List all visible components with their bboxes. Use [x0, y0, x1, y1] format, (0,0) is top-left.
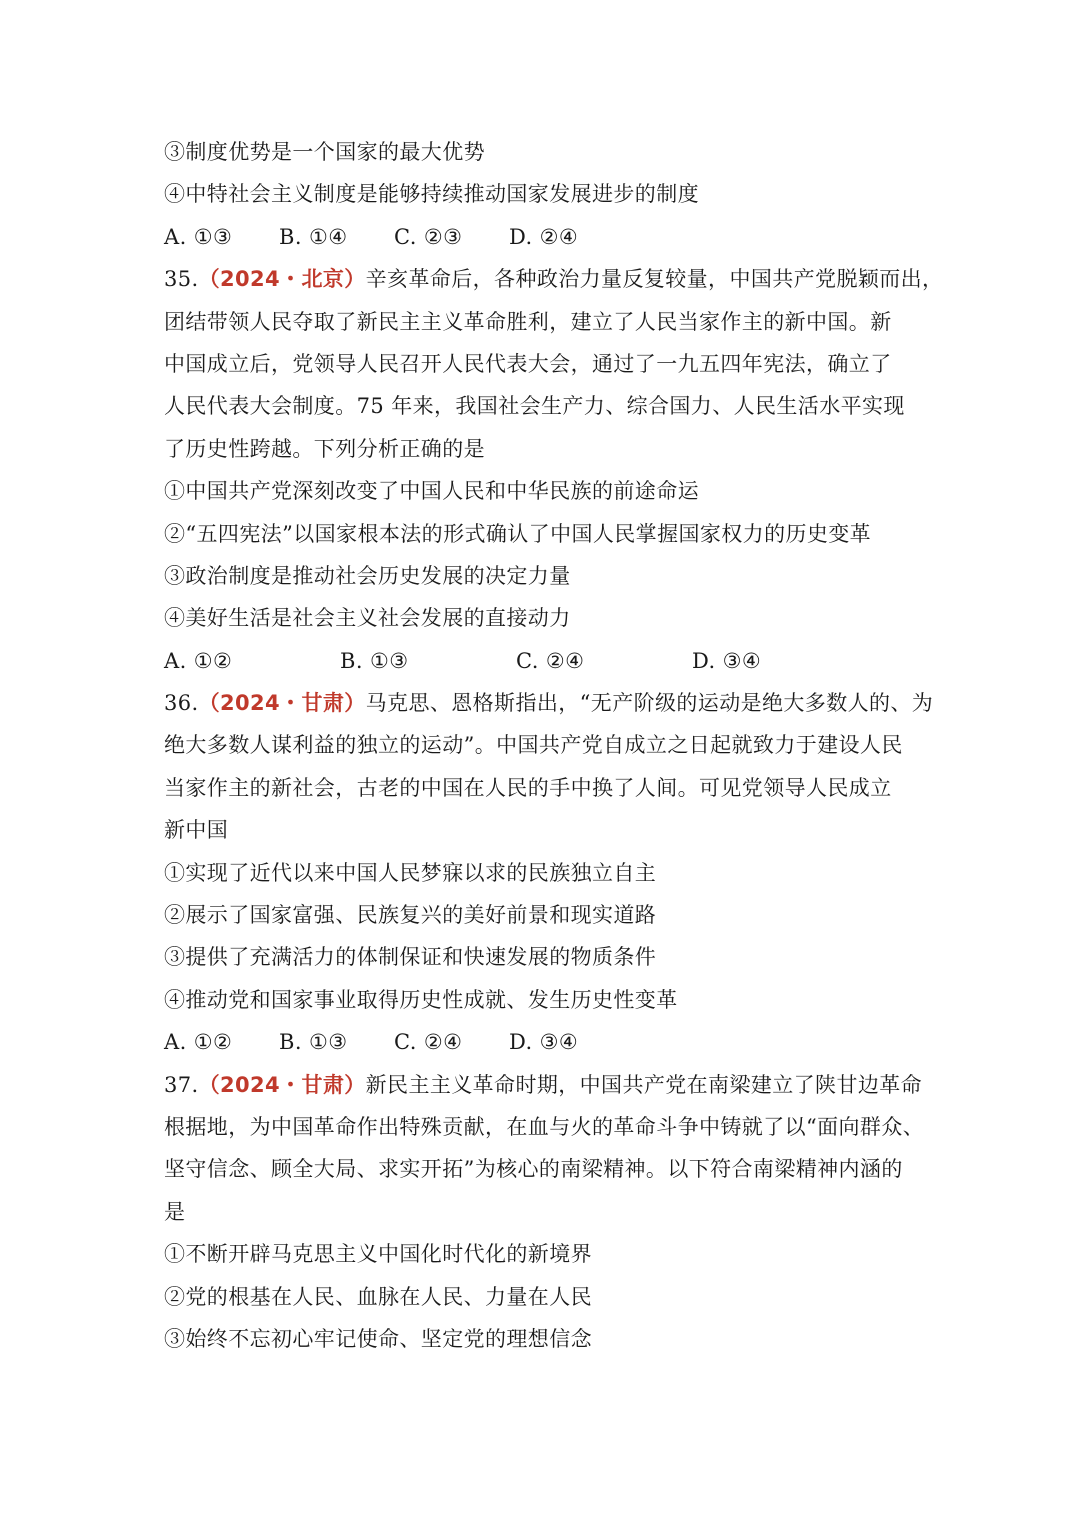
- q35-statement-1: ①中国共产党深刻改变了中国人民和中华民族的前途命运: [164, 479, 699, 504]
- q35-option-b: B. ①③: [340, 648, 409, 673]
- q35-stem-line-1: [164, 258, 944, 300]
- q36-number: 36.: [164, 691, 199, 716]
- q36-statement-2: ②展示了国家富强、民族复兴的美好前景和现实道路: [164, 903, 657, 928]
- q34-option-c: C. ②③: [394, 224, 463, 249]
- q36-stem-line-1: [164, 682, 934, 724]
- q36-stem-line-3: 当家作主的新社会，古老的中国在人民的手中换了人间。可见党领导人民成立: [164, 775, 892, 800]
- q36-option-c: C. ②④: [394, 1030, 463, 1055]
- q34-statement-4: ④中特社会主义制度是能够持续推动国家发展进步的制度: [164, 182, 699, 207]
- q37-stem-line-2: 根据地，为中国革命作出特殊贡献，在血与火的革命斗争中铸就了以“面向群众、: [164, 1114, 925, 1139]
- q37-number: 37.: [164, 1072, 199, 1097]
- q35-statement-4: ④美好生活是社会主义社会发展的直接动力: [164, 606, 571, 631]
- q36-options: [164, 1021, 934, 1063]
- q34-option-a: A. ①③: [164, 224, 233, 249]
- question-content: [164, 131, 944, 1360]
- q36-source-tag: （2024・甘肃）: [198, 691, 366, 716]
- q36-statement-3: ③提供了充满活力的体制保证和快速发展的物质条件: [164, 945, 657, 970]
- q35-option-c: C. ②④: [516, 648, 585, 673]
- q36-stem-text: 马克思、恩格斯指出，“无产阶级的运动是绝大多数人的、为: [365, 691, 934, 716]
- q36-option-b: B. ①③: [279, 1030, 348, 1055]
- q37-stem-line-4: 是: [164, 1199, 186, 1224]
- q37-source-tag: （2024・甘肃）: [198, 1072, 366, 1097]
- q35-stem-text: 辛亥革命后，各种政治力量反复较量，中国共产党脱颖而出，: [365, 267, 944, 292]
- q35-option-d: D. ③④: [692, 648, 762, 673]
- q37-statement-3: ③始终不忘初心牢记使命、坚定党的理想信念: [164, 1326, 592, 1351]
- q36-option-d: D. ③④: [509, 1030, 579, 1055]
- q35-stem-line-3: 中国成立后，党领导人民召开人民代表大会，通过了一九五四年宪法，确立了: [164, 351, 892, 376]
- q34-options: [164, 216, 934, 258]
- q37-statement-2: ②党的根基在人民、血脉在人民、力量在人民: [164, 1284, 592, 1309]
- q36-stem-line-4: 新中国: [164, 818, 229, 843]
- q37-stem-line-1: [164, 1064, 934, 1106]
- q35-options: [164, 640, 934, 682]
- q36-statement-4: ④推动党和国家事业取得历史性成就、发生历史性变革: [164, 987, 678, 1012]
- q35-statement-3: ③政治制度是推动社会历史发展的决定力量: [164, 563, 571, 588]
- q35-statement-2: ②“五四宪法”以国家根本法的形式确认了中国人民掌握国家权力的历史变革: [164, 521, 872, 546]
- q36-option-a: A. ①②: [164, 1030, 233, 1055]
- q35-option-a: A. ①②: [164, 648, 233, 673]
- q35-stem-line-4: 人民代表大会制度。75 年来，我国社会生产力、综合国力、人民生活水平实现: [164, 394, 905, 419]
- q37-stem-text: 新民主主义革命时期，中国共产党在南梁建立了陕甘边革命: [365, 1072, 923, 1097]
- q34-option-d: D. ②④: [509, 224, 579, 249]
- q36-stem-line-2: 绝大多数人谋利益的独立的运动”。中国共产党自成立之日起就致力于建设人民: [164, 733, 903, 758]
- q35-source-tag: （2024・北京）: [198, 267, 366, 292]
- q34-option-b: B. ①④: [279, 224, 348, 249]
- q37-statement-1: ①不断开辟马克思主义中国化时代化的新境界: [164, 1242, 592, 1267]
- q37-stem-line-3: 坚守信念、顾全大局、求实开拓”为核心的南梁精神。以下符合南梁精神内涵的: [164, 1157, 903, 1182]
- q36-statement-1: ①实现了近代以来中国人民梦寐以求的民族独立自主: [164, 860, 657, 885]
- q34-statement-3: ③制度优势是一个国家的最大优势: [164, 140, 485, 164]
- q35-stem-line-2: 团结带领人民夺取了新民主主义革命胜利，建立了人民当家作主的新中国。新: [164, 309, 892, 334]
- q35-number: 35.: [164, 267, 199, 292]
- q35-stem-line-5: 了历史性跨越。下列分析正确的是: [164, 436, 485, 461]
